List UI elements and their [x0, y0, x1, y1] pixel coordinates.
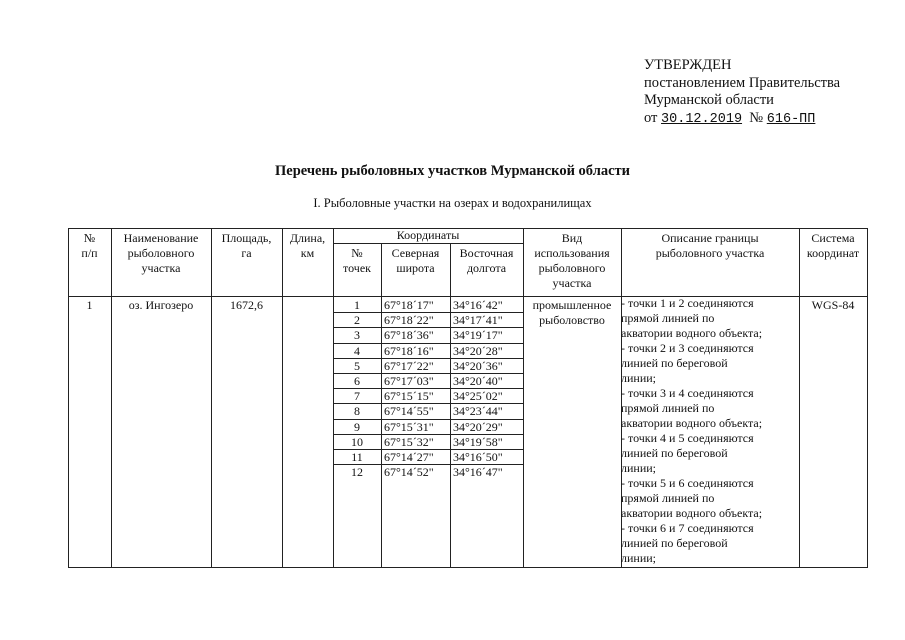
document-title: Перечень рыболовных участков Мурманской области: [274, 163, 630, 179]
point-latitude: 67°18´22": [384, 313, 434, 328]
point-number: 7: [354, 389, 360, 404]
row-name: оз. Ингозеро: [128, 298, 194, 312]
row-usage: промышленное рыболовство: [532, 298, 612, 327]
header-num: № п/п: [81, 231, 98, 260]
point-longitude: 34°20´29": [453, 419, 503, 434]
point-latitude: 67°17´22": [384, 358, 434, 373]
point-latitude: 67°15´15": [384, 389, 434, 404]
point-number: 8: [354, 404, 360, 419]
point-longitude: 34°17´41": [453, 313, 503, 328]
row-description: - точки 1 и 2 соединяются прямой линией по акватории водного объекта; - точки 2 и 3 соединяются линией по береговой линии; - точки 3 и 4 соединяются прямой линией по акватории водного объекта; - точки 4 и 5 соединяются линией по береговой линии; - точки 5 и 6 соединяются прямой линией по акватории водного объекта; - точки 6 и 7 соединяются линией по береговой линии;: [621, 296, 763, 565]
approval-line-2: Мурманской области: [644, 92, 774, 108]
point-number: 1: [354, 298, 360, 312]
point-number: 4: [354, 343, 360, 358]
point-latitude: 67°14´55": [384, 404, 434, 419]
point-number: 12: [351, 465, 363, 480]
header-north: Северная широта: [391, 246, 440, 275]
point-longitude: 34°19´17": [453, 328, 503, 343]
point-number: 6: [354, 374, 360, 388]
row-num: 1: [86, 298, 93, 312]
approval-number: 616-ПП: [766, 111, 816, 127]
point-number: 11: [351, 450, 363, 464]
point-longitude: 34°16´42": [453, 298, 503, 312]
fishing-areas-table: [68, 228, 868, 568]
approval-block: [644, 57, 840, 128]
point-longitude: 34°19´58": [453, 434, 503, 449]
approval-date-line: [644, 110, 840, 129]
point-latitude: 67°18´16": [384, 343, 434, 358]
point-latitude: 67°14´27": [384, 450, 434, 464]
point-latitude: 67°18´36": [384, 328, 434, 343]
header-usage: Вид использования рыболовного участка: [534, 231, 610, 290]
point-latitude: 67°18´17": [384, 298, 434, 312]
header-system: Система координат: [806, 231, 860, 260]
number-prefix: №: [749, 109, 764, 126]
point-longitude: 34°16´47": [453, 465, 503, 480]
row-area: 1672,6: [230, 298, 263, 312]
approval-title: УТВЕРЖДЕН: [644, 57, 732, 73]
point-longitude: 34°20´40": [453, 374, 503, 388]
point-longitude: 34°20´36": [453, 358, 503, 373]
point-longitude: 34°23´44": [453, 404, 503, 419]
point-longitude: 34°20´28": [453, 343, 503, 358]
point-number: 3: [354, 328, 360, 343]
point-number: 2: [354, 313, 360, 328]
header-area: Площадь, га: [221, 231, 272, 260]
header-name: Наименование рыболовного участка: [123, 231, 199, 275]
approval-line-1: постановлением Правительства: [644, 74, 841, 91]
point-longitude: 34°16´50": [453, 450, 503, 464]
header-description: Описание границы рыболовного участка: [655, 231, 765, 260]
row-system: WGS-84: [811, 298, 855, 312]
header-length: Длина, км: [289, 231, 326, 260]
header-points: № точек: [343, 246, 371, 275]
point-latitude: 67°14´52": [384, 465, 434, 480]
point-latitude: 67°15´31": [384, 419, 434, 434]
point-latitude: 67°17´03": [384, 374, 434, 388]
point-number: 5: [354, 358, 360, 373]
header-coords: Координаты: [396, 228, 460, 242]
section-title: I. Рыболовные участки на озерах и водохранилищах: [313, 196, 592, 210]
date-prefix: от: [644, 109, 658, 126]
point-number: 10: [351, 434, 363, 449]
header-east: Восточная долгота: [459, 246, 514, 275]
point-longitude: 34°25´02": [453, 389, 503, 404]
point-latitude: 67°15´32": [384, 434, 434, 449]
point-number: 9: [354, 419, 360, 434]
approval-date: 30.12.2019: [661, 111, 743, 127]
